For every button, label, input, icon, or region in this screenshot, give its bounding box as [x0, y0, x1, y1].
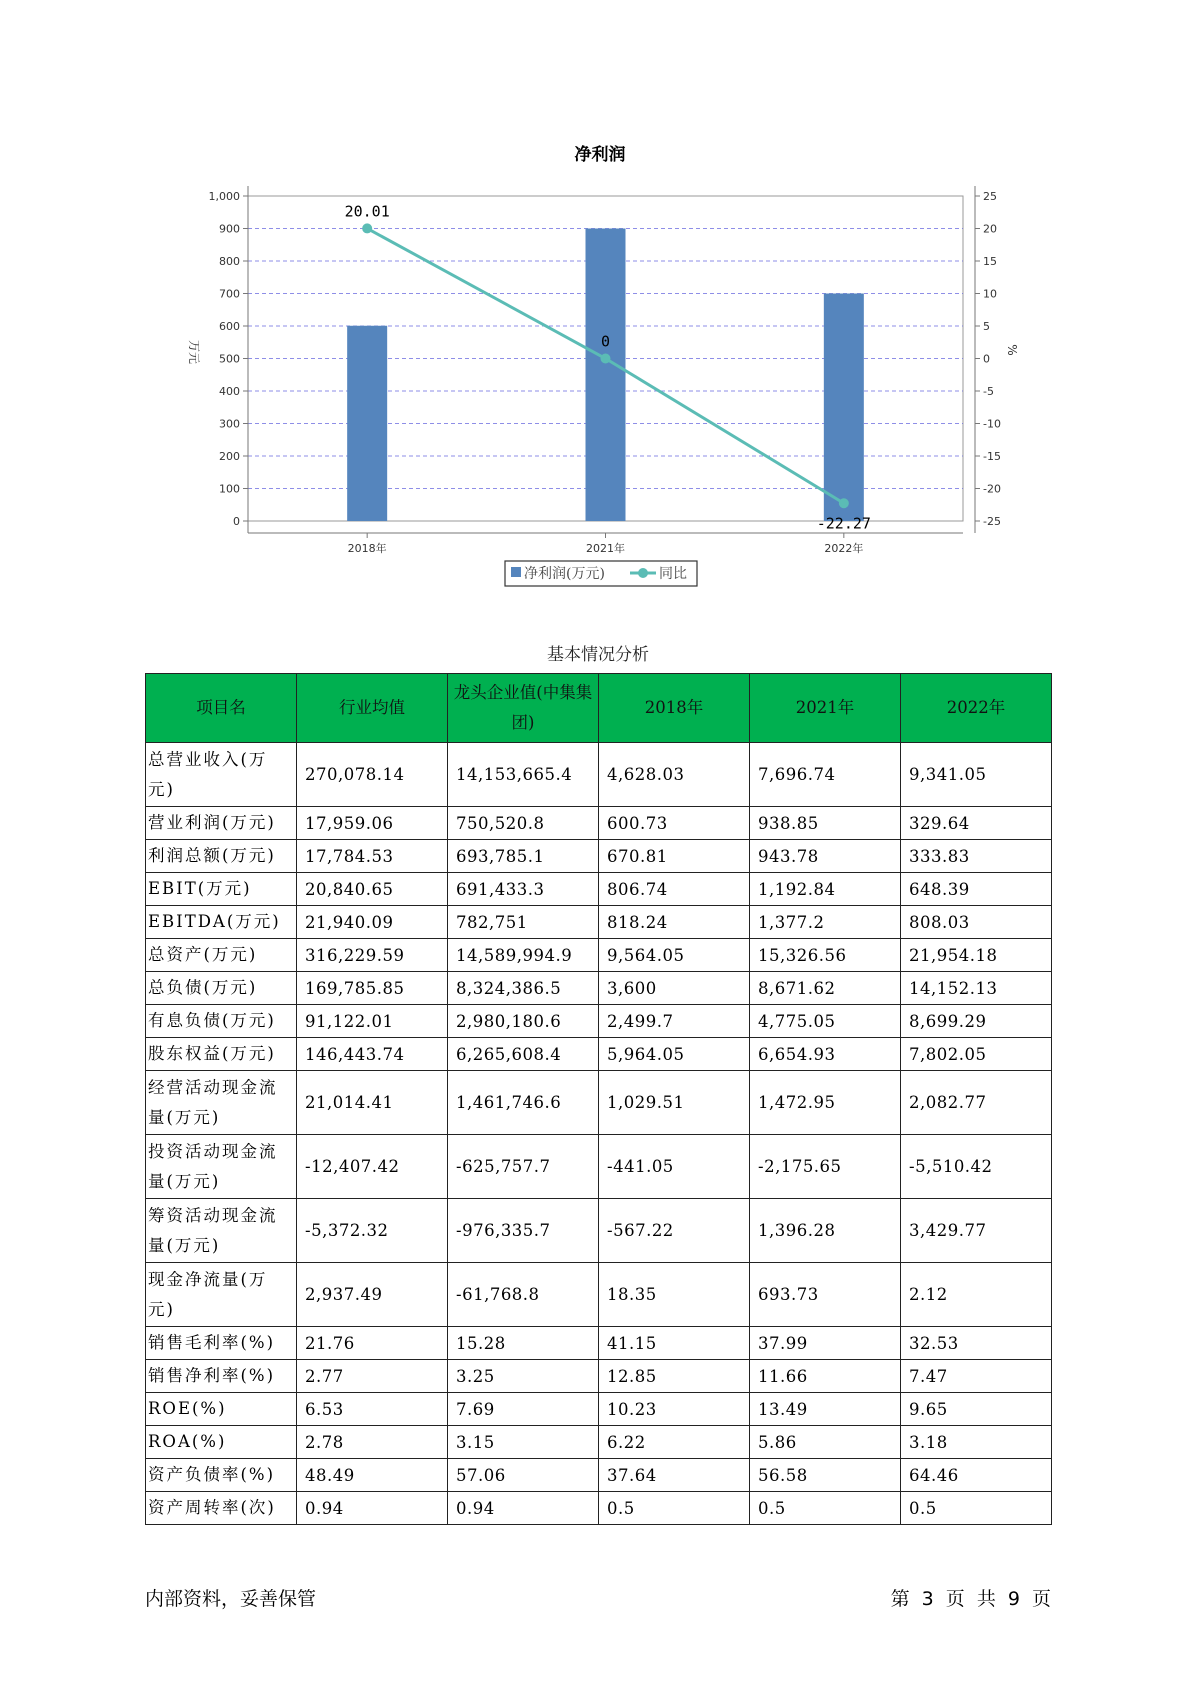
- table-cell: 270,078.14: [297, 743, 448, 807]
- y-axis-title-right: %: [1005, 344, 1019, 356]
- table-cell: 6,654.93: [750, 1038, 901, 1071]
- table-cell: 750,520.8: [448, 807, 599, 840]
- row-label: EBITDA(万元): [146, 906, 297, 939]
- table-row: [146, 1135, 1052, 1199]
- bar: [824, 294, 864, 522]
- table-cell: 21,954.18: [901, 939, 1052, 972]
- table-cell: 3.25: [448, 1360, 599, 1393]
- table-body: [146, 743, 1052, 1525]
- table-cell: 7.47: [901, 1360, 1052, 1393]
- table-row: [146, 1038, 1052, 1071]
- y-tick-label: 500: [219, 352, 240, 366]
- table-cell: 14,152.13: [901, 972, 1052, 1005]
- table-header-row: [146, 674, 1052, 743]
- table-cell: 4,775.05: [750, 1005, 901, 1038]
- y-tick-label: 900: [219, 222, 240, 236]
- y-right-tick-label: 10: [983, 287, 997, 301]
- table-cell: 17,784.53: [297, 840, 448, 873]
- table-cell: 41.15: [599, 1327, 750, 1360]
- table-cell: 1,377.2: [750, 906, 901, 939]
- table-cell: -61,768.8: [448, 1263, 599, 1327]
- footer-confidential: 内部资料，妥善保管: [145, 1588, 317, 1610]
- table-cell: -567.22: [599, 1199, 750, 1263]
- table-cell: 8,324,386.5: [448, 972, 599, 1005]
- y-right-tick-label: 25: [983, 190, 997, 203]
- table-cell: 21.76: [297, 1327, 448, 1360]
- column-header: 2018年: [599, 674, 750, 743]
- table-row: [146, 1459, 1052, 1492]
- table-cell: 333.83: [901, 840, 1052, 873]
- y-right-tick-label: 0: [983, 352, 990, 366]
- y-right-tick-label: -10: [983, 417, 1001, 431]
- row-label: 销售毛利率(%): [146, 1327, 297, 1360]
- y-tick-label: 800: [219, 255, 240, 268]
- table-cell: 329.64: [901, 807, 1052, 840]
- table-row: [146, 807, 1052, 840]
- table-cell: 15.28: [448, 1327, 599, 1360]
- table-cell: 18.35: [599, 1263, 750, 1327]
- table-row: [146, 1263, 1052, 1327]
- table-cell: -2,175.65: [750, 1135, 901, 1199]
- table-cell: 782,751: [448, 906, 599, 939]
- table-cell: 3.18: [901, 1426, 1052, 1459]
- table-cell: 7.69: [448, 1393, 599, 1426]
- table-cell: 48.49: [297, 1459, 448, 1492]
- table-cell: 8,671.62: [750, 972, 901, 1005]
- table-cell: 10.23: [599, 1393, 750, 1426]
- row-label: 现金净流量(万元): [146, 1263, 297, 1327]
- row-label: 资产周转率(次): [146, 1492, 297, 1525]
- data-label: -22.27: [816, 514, 871, 533]
- table-row: [146, 1426, 1052, 1459]
- x-axis-ticks: [348, 533, 864, 555]
- table-cell: 7,696.74: [750, 743, 901, 807]
- table-cell: 13.49: [750, 1393, 901, 1426]
- table-cell: 21,014.41: [297, 1071, 448, 1135]
- table-cell: 670.81: [599, 840, 750, 873]
- row-label: 投资活动现金流量(万元): [146, 1135, 297, 1199]
- x-tick-label: 2021年: [586, 542, 625, 555]
- table-caption: 基本情况分析: [547, 645, 649, 665]
- table-cell: 9,341.05: [901, 743, 1052, 807]
- table-row: [146, 1360, 1052, 1393]
- table-row: [146, 1492, 1052, 1525]
- table-cell: 693,785.1: [448, 840, 599, 873]
- footer-page-number: 第 3 页 共 9 页: [890, 1588, 1051, 1610]
- table-row: [146, 1393, 1052, 1426]
- x-tick-label: 2022年: [824, 542, 864, 555]
- table-cell: 3.15: [448, 1426, 599, 1459]
- y-right-tick-label: 20: [983, 222, 997, 236]
- column-header: 龙头企业值(中集集团): [448, 674, 599, 743]
- table-cell: 9.65: [901, 1393, 1052, 1426]
- table-cell: 37.64: [599, 1459, 750, 1492]
- row-label: 总资产(万元): [146, 939, 297, 972]
- table-cell: 1,472.95: [750, 1071, 901, 1135]
- table-cell: 1,396.28: [750, 1199, 901, 1263]
- table-row: [146, 972, 1052, 1005]
- row-label: EBIT(万元): [146, 873, 297, 906]
- legend-label-line: 同比: [659, 566, 687, 582]
- table-cell: 14,589,994.9: [448, 939, 599, 972]
- table-row: [146, 1005, 1052, 1038]
- table-row: [146, 873, 1052, 906]
- y-right-tick-label: -15: [983, 450, 1001, 463]
- table-cell: 169,785.85: [297, 972, 448, 1005]
- column-header: 2021年: [750, 674, 901, 743]
- y-tick-label: 1,000: [208, 190, 240, 203]
- table-cell: 11.66: [750, 1360, 901, 1393]
- row-label: ROA(%): [146, 1426, 297, 1459]
- table-cell: 3,429.77: [901, 1199, 1052, 1263]
- table-cell: 1,461,746.6: [448, 1071, 599, 1135]
- table-row: [146, 939, 1052, 972]
- y-tick-label: 600: [219, 320, 240, 333]
- column-header: 行业均值: [297, 674, 448, 743]
- table-row: [146, 743, 1052, 807]
- y-right-tick-label: -25: [983, 515, 1001, 528]
- table-cell: 2,499.7: [599, 1005, 750, 1038]
- table-cell: -976,335.7: [448, 1199, 599, 1263]
- table-cell: 6.53: [297, 1393, 448, 1426]
- table-cell: 648.39: [901, 873, 1052, 906]
- table-cell: 0.94: [297, 1492, 448, 1525]
- table-cell: 12.85: [599, 1360, 750, 1393]
- table-cell: 17,959.06: [297, 807, 448, 840]
- row-label: 股东权益(万元): [146, 1038, 297, 1071]
- net-profit-chart: [0, 0, 1191, 600]
- table-row: [146, 840, 1052, 873]
- legend-label-bar: 净利润(万元): [524, 566, 605, 582]
- row-label: 筹资活动现金流量(万元): [146, 1199, 297, 1263]
- table-cell: 2.78: [297, 1426, 448, 1459]
- table-row: [146, 1199, 1052, 1263]
- y-right-tick-label: -5: [983, 385, 994, 398]
- chart-legend: [505, 561, 697, 586]
- table-cell: 1,029.51: [599, 1071, 750, 1135]
- y-right-tick-label: 5: [983, 320, 990, 333]
- table-cell: 57.06: [448, 1459, 599, 1492]
- table-cell: 818.24: [599, 906, 750, 939]
- table-cell: -441.05: [599, 1135, 750, 1199]
- table-cell: 2.12: [901, 1263, 1052, 1327]
- table-cell: 14,153,665.4: [448, 743, 599, 807]
- data-label: 20.01: [344, 202, 390, 221]
- row-label: 利润总额(万元): [146, 840, 297, 873]
- table-cell: 943.78: [750, 840, 901, 873]
- table-cell: 20,840.65: [297, 873, 448, 906]
- y-tick-label: 200: [219, 450, 240, 463]
- left-axis-ticks: [209, 190, 249, 528]
- table-cell: 32.53: [901, 1327, 1052, 1360]
- table-cell: 808.03: [901, 906, 1052, 939]
- line-point: [362, 223, 372, 233]
- y-tick-label: 0: [233, 515, 240, 528]
- row-label: 资产负债率(%): [146, 1459, 297, 1492]
- table-cell: 0.94: [448, 1492, 599, 1525]
- table-cell: 4,628.03: [599, 743, 750, 807]
- table-cell: 2.77: [297, 1360, 448, 1393]
- table-cell: -12,407.42: [297, 1135, 448, 1199]
- table-cell: -5,372.32: [297, 1199, 448, 1263]
- table-cell: -625,757.7: [448, 1135, 599, 1199]
- table-cell: 146,443.74: [297, 1038, 448, 1071]
- table-cell: 6.22: [599, 1426, 750, 1459]
- table-cell: 691,433.3: [448, 873, 599, 906]
- table-cell: 8,699.29: [901, 1005, 1052, 1038]
- table-cell: 37.99: [750, 1327, 901, 1360]
- row-label: 总负债(万元): [146, 972, 297, 1005]
- row-label: 销售净利率(%): [146, 1360, 297, 1393]
- row-label: 经营活动现金流量(万元): [146, 1071, 297, 1135]
- table-cell: 3,600: [599, 972, 750, 1005]
- line-point: [839, 498, 849, 508]
- table-cell: 0.5: [599, 1492, 750, 1525]
- right-axis-ticks: [975, 190, 1001, 528]
- y-tick-label: 100: [219, 482, 240, 496]
- table-cell: 5.86: [750, 1426, 901, 1459]
- table-cell: 600.73: [599, 807, 750, 840]
- table-cell: 2,980,180.6: [448, 1005, 599, 1038]
- row-label: 营业利润(万元): [146, 807, 297, 840]
- table-cell: 806.74: [599, 873, 750, 906]
- basic-analysis-table: [145, 673, 1052, 1525]
- table-cell: 693.73: [750, 1263, 901, 1327]
- table-cell: 7,802.05: [901, 1038, 1052, 1071]
- column-header: 项目名: [146, 674, 297, 743]
- legend-swatch-bar: [511, 567, 521, 577]
- table-cell: 5,964.05: [599, 1038, 750, 1071]
- table-cell: 9,564.05: [599, 939, 750, 972]
- table-cell: 2,937.49: [297, 1263, 448, 1327]
- y-tick-label: 400: [219, 385, 240, 398]
- table-cell: 15,326.56: [750, 939, 901, 972]
- y-axis-title-left: 万元: [187, 339, 201, 365]
- bar: [347, 326, 387, 521]
- row-label: ROE(%): [146, 1393, 297, 1426]
- y-tick-label: 700: [219, 287, 240, 301]
- bar: [586, 229, 626, 522]
- table-row: [146, 1071, 1052, 1135]
- table-row: [146, 906, 1052, 939]
- row-label: 总营业收入(万元): [146, 743, 297, 807]
- legend-swatch-dot: [638, 568, 648, 578]
- x-tick-label: 2018年: [347, 542, 387, 555]
- line-point: [601, 354, 611, 364]
- table-cell: 0.5: [750, 1492, 901, 1525]
- chart-title: 净利润: [574, 145, 626, 165]
- table-cell: 938.85: [750, 807, 901, 840]
- table-cell: 0.5: [901, 1492, 1052, 1525]
- table-row: [146, 1327, 1052, 1360]
- row-label: 有息负债(万元): [146, 1005, 297, 1038]
- table-cell: -5,510.42: [901, 1135, 1052, 1199]
- table-cell: 316,229.59: [297, 939, 448, 972]
- y-right-tick-label: -20: [983, 482, 1001, 496]
- table-cell: 64.46: [901, 1459, 1052, 1492]
- y-tick-label: 300: [219, 417, 240, 431]
- table-cell: 1,192.84: [750, 873, 901, 906]
- table-cell: 2,082.77: [901, 1071, 1052, 1135]
- data-label: 0: [600, 332, 611, 351]
- table-cell: 91,122.01: [297, 1005, 448, 1038]
- column-header: 2022年: [901, 674, 1052, 743]
- table-cell: 6,265,608.4: [448, 1038, 599, 1071]
- table-cell: 21,940.09: [297, 906, 448, 939]
- y-right-tick-label: 15: [983, 255, 997, 268]
- table-cell: 56.58: [750, 1459, 901, 1492]
